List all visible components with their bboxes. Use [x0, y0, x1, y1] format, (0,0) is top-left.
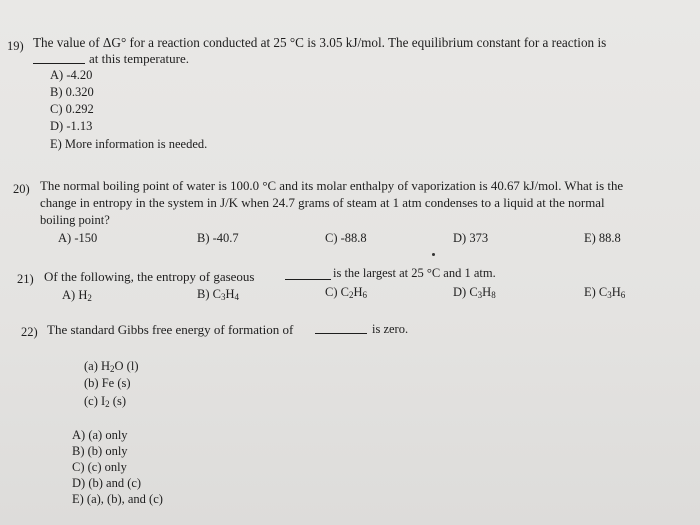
q22-option-b[interactable]: B) (b) only: [72, 444, 128, 458]
q19-option-a[interactable]: A) -4.20: [50, 68, 93, 82]
q21-number: 21): [17, 272, 34, 286]
q19-option-e[interactable]: E) More information is needed.: [50, 137, 208, 151]
q22-item-b: (b) Fe (s): [84, 376, 131, 390]
q21-option-d-sub1: 3: [477, 290, 483, 300]
q21-option-d-sub2: 8: [491, 290, 496, 300]
q22-item-c-pre: (c) I: [84, 394, 106, 408]
q19-option-c[interactable]: C) 0.292: [50, 102, 94, 116]
q22-stem-part1: The standard Gibbs free energy of formation of: [47, 322, 294, 337]
q19-option-d[interactable]: D) -1.13: [50, 119, 93, 133]
q20-option-c[interactable]: C) -88.8: [325, 231, 367, 245]
q19-stem-line1: The value of ΔG° for a reaction conducted at 25 °C is 3.05 kJ/mol. The equilibrium constant for a reaction is: [33, 35, 607, 50]
q20-option-d[interactable]: D) 373: [453, 231, 489, 245]
q22-option-e[interactable]: E) (a), (b), and (c): [72, 492, 163, 506]
q21-answer-blank: [285, 267, 331, 284]
q21-option-c-text: C) C: [325, 285, 349, 299]
q20-option-e[interactable]: E) 88.8: [584, 231, 621, 245]
q21-option-b-text: B) C: [197, 287, 221, 301]
q22-item-c-post: (s): [109, 394, 126, 408]
stray-mark: [432, 253, 435, 256]
q21-option-b-sub2: 4: [234, 292, 239, 302]
q22-option-d[interactable]: D) (b) and (c): [72, 476, 142, 490]
q21-option-d-mid: H: [482, 285, 492, 299]
q20-number: 20): [13, 182, 30, 196]
q21-option-e-sub1: 3: [607, 290, 612, 300]
q21-option-e[interactable]: [584, 285, 625, 300]
q21-option-c-sub2: 6: [362, 290, 367, 300]
q21-option-e-sub2: 6: [620, 290, 626, 300]
q21-option-a-text: A) H: [62, 288, 88, 302]
q22-item-a-pre: (a) H: [84, 359, 111, 373]
q19-number: 19): [7, 39, 24, 53]
q21-option-a-sub: 2: [87, 293, 92, 303]
q21-option-b[interactable]: [197, 287, 239, 302]
q21-option-e-text: E) C: [584, 285, 608, 299]
q20-option-b[interactable]: B) -40.7: [197, 231, 239, 245]
q22-item-a: [84, 359, 138, 374]
q21-option-b-sub1: 3: [220, 292, 226, 302]
q21-stem-part2: is the largest at 25 °C and 1 atm.: [333, 266, 496, 280]
q22-answer-blank: [315, 321, 367, 338]
q19-answer-blank: [33, 51, 85, 68]
q22-option-a[interactable]: A) (a) only: [72, 428, 128, 442]
q20-stem-line3: boiling point?: [40, 213, 110, 227]
q21-option-d-text: D) C: [453, 285, 478, 299]
q19-option-b[interactable]: B) 0.320: [50, 85, 94, 99]
q21-option-d[interactable]: [453, 285, 496, 300]
q22-number: 22): [21, 325, 38, 339]
q22-item-a-post: O (l): [114, 359, 139, 373]
q22-item-a-sub: 2: [110, 364, 115, 374]
q22-stem-part2: is zero.: [372, 322, 409, 336]
q21-option-c-sub1: 2: [348, 290, 354, 300]
q21-option-c-mid: H: [353, 285, 363, 299]
q20-option-a[interactable]: A) -150: [58, 231, 98, 245]
q19-stem-line2: at this temperature.: [89, 51, 189, 66]
q22-item-c-sub: 2: [105, 399, 110, 409]
q21-option-e-mid: H: [611, 285, 621, 299]
q21-option-a[interactable]: [62, 288, 92, 303]
q22-item-c: [84, 394, 126, 409]
q20-stem-line1: The normal boiling point of water is 100.0 °C and its molar enthalpy of vaporization is 40.67 kJ/mol. What is the: [40, 179, 624, 193]
q22-option-c[interactable]: C) (c) only: [72, 460, 127, 474]
q20-stem-line2: change in entropy in the system in J/K when 24.7 grams of steam at 1 atm condenses to a liquid at the normal: [40, 196, 605, 210]
q21-option-c[interactable]: [325, 285, 367, 300]
q21-stem-part1: Of the following, the entropy of gaseous: [44, 269, 255, 284]
q21-option-b-mid: H: [225, 287, 235, 301]
